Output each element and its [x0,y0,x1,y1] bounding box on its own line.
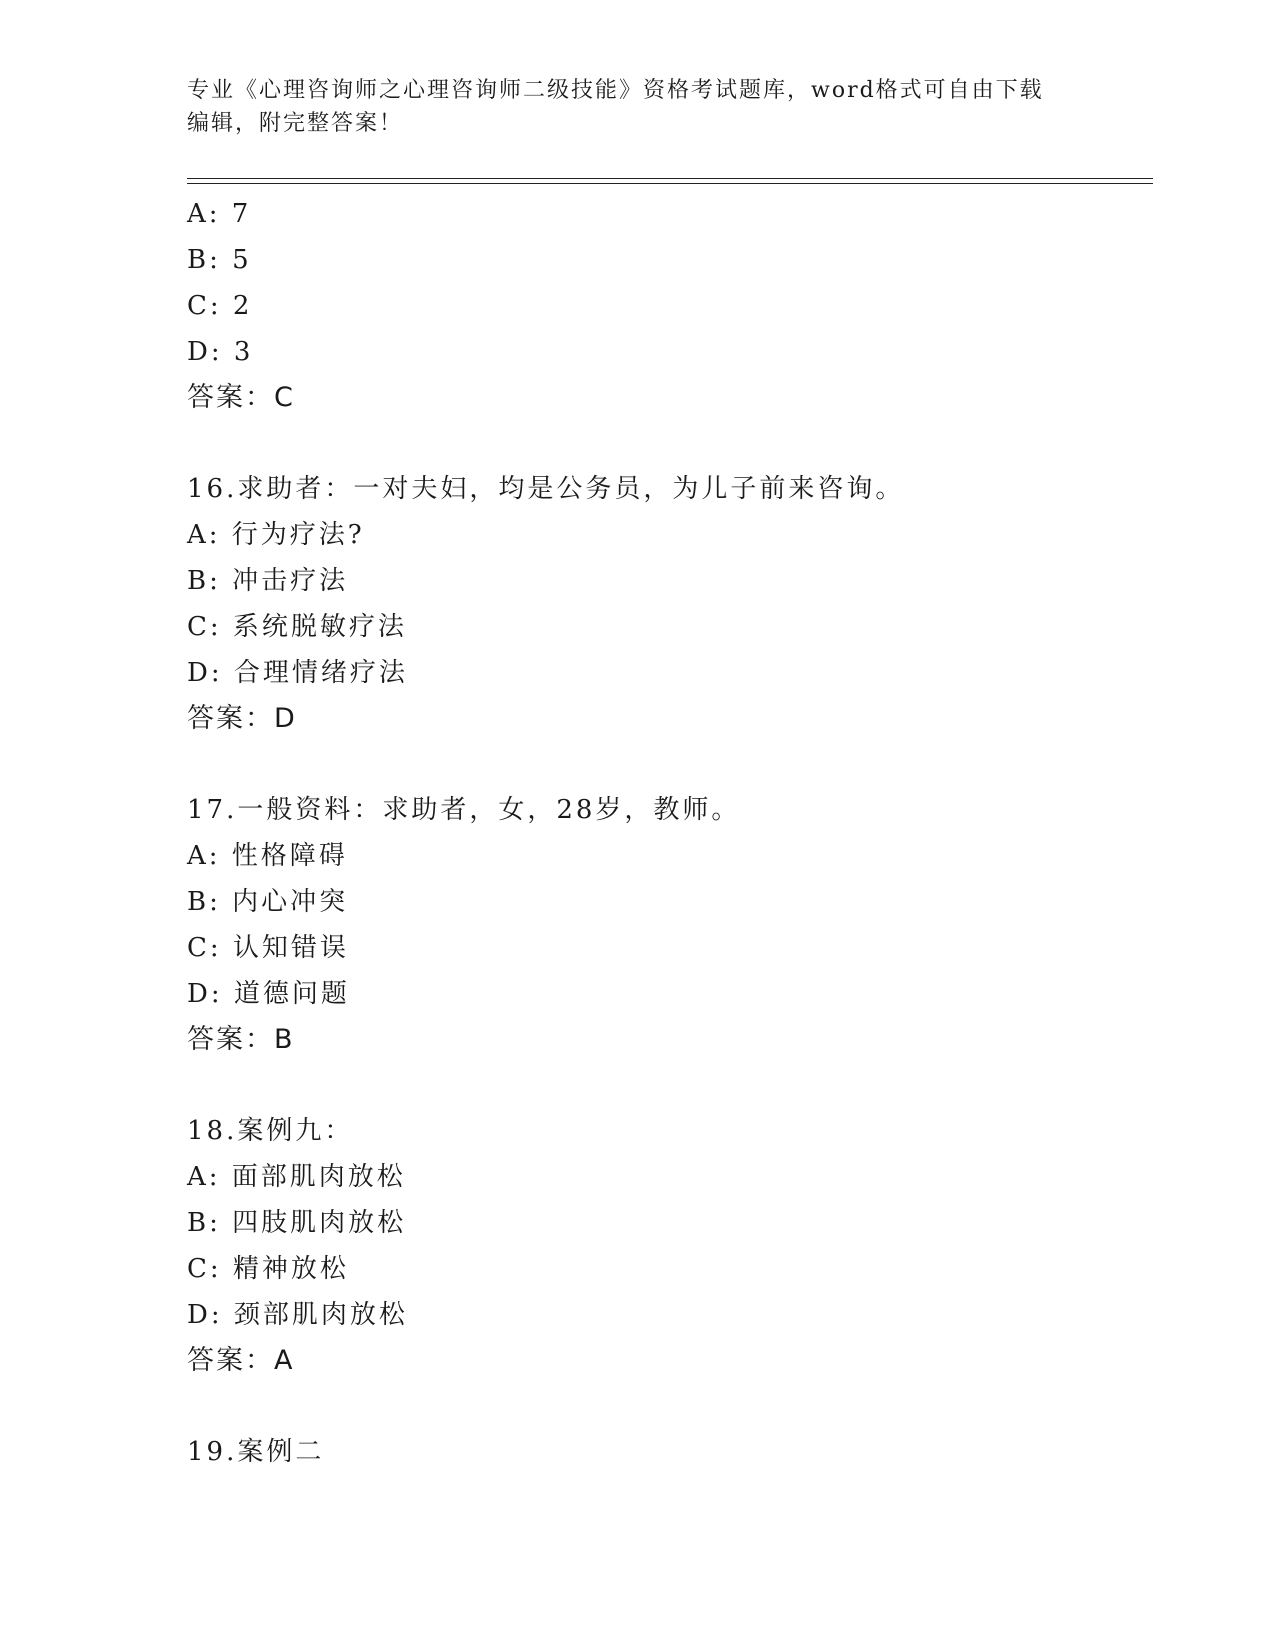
question-text: 17.一般资料：求助者，女，28岁，教师。 [187,795,741,825]
header-divider-bottom [187,183,1153,184]
question-block [187,466,1153,742]
option-c: C: 2 [187,291,253,321]
option-d: D: 道德问题 [187,979,350,1009]
header-divider-top [187,178,1153,179]
option-b: B: 四肢肌肉放松 [187,1208,407,1238]
option-a: A: 面部肌肉放松 [187,1162,406,1192]
option-c: C: 系统脱敏疗法 [187,612,407,642]
option-c: C: 认知错误 [187,933,349,963]
option-b: B: 内心冲突 [187,887,349,917]
header-line-2: 编辑，附完整答案！ [187,111,404,136]
option-a: A: 性格障碍 [187,841,348,871]
answer-line: 答案：B [187,1024,295,1055]
option-c: C: 精神放松 [187,1254,349,1284]
option-d: D: 合理情绪疗法 [187,658,408,688]
question-block [187,191,1153,421]
document-header [187,74,1067,140]
header-line-1: 专业《心理咨询师之心理咨询师二级技能》资格考试题库，word格式可自由下载 [187,78,1044,103]
question-list [187,191,1153,1475]
question-block [187,1108,1153,1384]
answer-line: 答案：A [187,1345,295,1376]
option-d: D: 3 [187,337,254,367]
question-block [187,787,1153,1063]
question-text: 19.案例二 [187,1437,325,1467]
answer-line: 答案：D [187,703,297,734]
option-b: B: 冲击疗法 [187,566,349,596]
option-a: A: 行为疗法? [187,520,365,550]
option-d: D: 颈部肌肉放松 [187,1300,408,1330]
question-text: 18.案例九： [187,1116,354,1146]
question-text: 16.求助者：一对夫妇，均是公务员，为儿子前来咨询。 [187,474,905,504]
option-b: B: 5 [187,245,252,275]
option-a: A: 7 [187,199,252,229]
answer-line: 答案：C [187,382,295,413]
